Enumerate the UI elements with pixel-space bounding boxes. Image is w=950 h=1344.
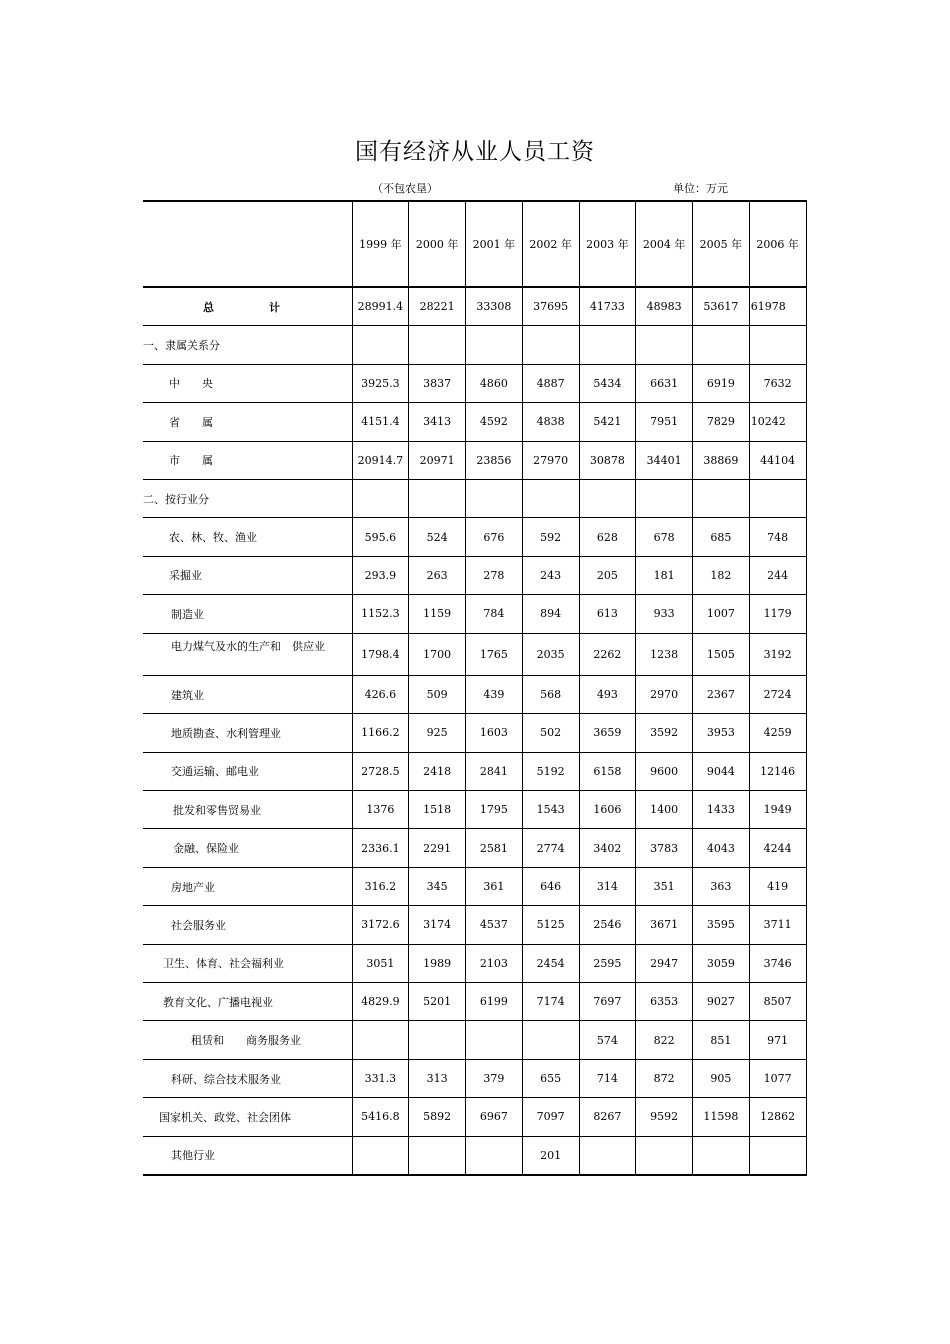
value-cell: 1179	[749, 595, 806, 633]
header-blank-cell	[143, 201, 352, 287]
value-cell: 748	[749, 518, 806, 556]
row-label: 总 计	[143, 287, 352, 326]
value-cell: 9600	[636, 752, 693, 790]
value-cell: 9044	[693, 752, 750, 790]
value-cell: 361	[466, 867, 523, 905]
table-row	[143, 944, 806, 982]
value-cell: 2336.1	[352, 829, 409, 867]
row-label: 房地产业	[143, 867, 352, 905]
value-cell: 12862	[749, 1098, 806, 1136]
value-cell	[693, 479, 750, 517]
table-row	[143, 326, 806, 364]
value-cell: 28991.4	[352, 287, 409, 326]
value-cell: 1433	[693, 791, 750, 829]
scope-note: （不包农垦）	[372, 182, 438, 195]
value-cell: 894	[522, 595, 579, 633]
table-header-row	[143, 201, 806, 287]
table-row	[143, 479, 806, 517]
page-title: 国有经济从业人员工资	[355, 139, 595, 165]
value-cell: 2595	[579, 944, 636, 982]
value-cell: 685	[693, 518, 750, 556]
table-row	[143, 752, 806, 790]
value-cell: 10242	[749, 403, 806, 441]
value-cell: 2454	[522, 944, 579, 982]
value-cell: 7951	[636, 403, 693, 441]
table-row	[143, 287, 806, 326]
table-row	[143, 633, 806, 675]
year-header: 2003 年	[579, 201, 636, 287]
value-cell: 6158	[579, 752, 636, 790]
year-header: 1999 年	[352, 201, 409, 287]
value-cell: 379	[466, 1059, 523, 1097]
value-cell: 1376	[352, 791, 409, 829]
value-cell: 3783	[636, 829, 693, 867]
value-cell	[409, 326, 466, 364]
value-cell: 7097	[522, 1098, 579, 1136]
value-cell: 426.6	[352, 675, 409, 713]
value-cell: 1543	[522, 791, 579, 829]
row-label: 二、按行业分	[143, 479, 352, 517]
value-cell: 61978	[749, 287, 806, 326]
table-row	[143, 675, 806, 713]
value-cell: 822	[636, 1021, 693, 1059]
value-cell: 2970	[636, 675, 693, 713]
value-cell: 41733	[579, 287, 636, 326]
value-cell: 9592	[636, 1098, 693, 1136]
value-cell	[693, 1136, 750, 1175]
value-cell: 11598	[693, 1098, 750, 1136]
value-cell: 3059	[693, 944, 750, 982]
value-cell	[749, 326, 806, 364]
value-cell	[466, 326, 523, 364]
value-cell: 1505	[693, 633, 750, 675]
table-row	[143, 441, 806, 479]
table-row	[143, 791, 806, 829]
value-cell: 676	[466, 518, 523, 556]
year-header: 2006 年	[749, 201, 806, 287]
row-label: 其他行业	[143, 1136, 352, 1175]
value-cell: 20914.7	[352, 441, 409, 479]
value-cell: 655	[522, 1059, 579, 1097]
value-cell: 12146	[749, 752, 806, 790]
value-cell	[749, 479, 806, 517]
value-cell: 331.3	[352, 1059, 409, 1097]
value-cell: 872	[636, 1059, 693, 1097]
row-label: 地质勘查、水利管理业	[143, 714, 352, 752]
value-cell: 1238	[636, 633, 693, 675]
value-cell: 4244	[749, 829, 806, 867]
value-cell	[579, 1136, 636, 1175]
value-cell: 6199	[466, 983, 523, 1021]
row-label: 社会服务业	[143, 906, 352, 944]
value-cell: 1765	[466, 633, 523, 675]
value-cell: 3051	[352, 944, 409, 982]
row-label: 市 属	[143, 441, 352, 479]
table-row	[143, 595, 806, 633]
value-cell: 5416.8	[352, 1098, 409, 1136]
value-cell: 1152.3	[352, 595, 409, 633]
value-cell	[409, 479, 466, 517]
value-cell: 38869	[693, 441, 750, 479]
value-cell: 1603	[466, 714, 523, 752]
value-cell: 278	[466, 556, 523, 594]
value-cell: 2103	[466, 944, 523, 982]
value-cell: 243	[522, 556, 579, 594]
value-cell: 205	[579, 556, 636, 594]
value-cell: 4537	[466, 906, 523, 944]
value-cell: 28221	[409, 287, 466, 326]
value-cell: 3837	[409, 364, 466, 402]
value-cell: 2546	[579, 906, 636, 944]
value-cell: 574	[579, 1021, 636, 1059]
value-cell: 3659	[579, 714, 636, 752]
value-cell: 23856	[466, 441, 523, 479]
table-row	[143, 1059, 806, 1097]
value-cell: 5201	[409, 983, 466, 1021]
year-header: 2005 年	[693, 201, 750, 287]
value-cell: 1077	[749, 1059, 806, 1097]
value-cell: 3413	[409, 403, 466, 441]
year-header: 2000 年	[409, 201, 466, 287]
value-cell: 1798.4	[352, 633, 409, 675]
value-cell: 4259	[749, 714, 806, 752]
value-cell: 4151.4	[352, 403, 409, 441]
table-row	[143, 1098, 806, 1136]
value-cell: 8507	[749, 983, 806, 1021]
value-cell: 595.6	[352, 518, 409, 556]
value-cell: 2035	[522, 633, 579, 675]
value-cell: 7829	[693, 403, 750, 441]
row-label: 教育文化、广播电视业	[143, 983, 352, 1021]
table-row	[143, 829, 806, 867]
value-cell: 1007	[693, 595, 750, 633]
year-header: 2002 年	[522, 201, 579, 287]
value-cell: 4860	[466, 364, 523, 402]
value-cell: 646	[522, 867, 579, 905]
value-cell: 925	[409, 714, 466, 752]
value-cell: 6631	[636, 364, 693, 402]
table-row	[143, 906, 806, 944]
value-cell: 2262	[579, 633, 636, 675]
value-cell: 7174	[522, 983, 579, 1021]
value-cell: 592	[522, 518, 579, 556]
year-header: 2001 年	[466, 201, 523, 287]
row-label: 中 央	[143, 364, 352, 402]
value-cell: 4043	[693, 829, 750, 867]
table-row	[143, 403, 806, 441]
value-cell: 502	[522, 714, 579, 752]
value-cell: 8267	[579, 1098, 636, 1136]
value-cell: 4592	[466, 403, 523, 441]
table-row	[143, 714, 806, 752]
value-cell: 363	[693, 867, 750, 905]
value-cell: 37695	[522, 287, 579, 326]
value-cell: 201	[522, 1136, 579, 1175]
value-cell: 851	[693, 1021, 750, 1059]
value-cell: 48983	[636, 287, 693, 326]
value-cell: 345	[409, 867, 466, 905]
table-row	[143, 867, 806, 905]
row-label: 国家机关、政党、社会团体	[143, 1098, 352, 1136]
value-cell: 3192	[749, 633, 806, 675]
value-cell: 1159	[409, 595, 466, 633]
table-row	[143, 1021, 806, 1059]
value-cell	[352, 1136, 409, 1175]
value-cell: 181	[636, 556, 693, 594]
value-cell: 6353	[636, 983, 693, 1021]
value-cell: 4838	[522, 403, 579, 441]
value-cell: 3671	[636, 906, 693, 944]
value-cell: 439	[466, 675, 523, 713]
value-cell: 5892	[409, 1098, 466, 1136]
value-cell: 3172.6	[352, 906, 409, 944]
value-cell	[522, 479, 579, 517]
row-label: 农、林、牧、渔业	[143, 518, 352, 556]
value-cell: 3174	[409, 906, 466, 944]
value-cell	[636, 479, 693, 517]
value-cell: 419	[749, 867, 806, 905]
value-cell: 971	[749, 1021, 806, 1059]
value-cell	[522, 326, 579, 364]
value-cell: 5125	[522, 906, 579, 944]
value-cell: 5421	[579, 403, 636, 441]
value-cell: 2418	[409, 752, 466, 790]
value-cell: 2947	[636, 944, 693, 982]
value-cell: 44104	[749, 441, 806, 479]
value-cell: 3595	[693, 906, 750, 944]
row-label: 交通运输、邮电业	[143, 752, 352, 790]
value-cell: 3592	[636, 714, 693, 752]
value-cell: 6919	[693, 364, 750, 402]
value-cell	[352, 326, 409, 364]
row-label: 省 属	[143, 403, 352, 441]
value-cell: 678	[636, 518, 693, 556]
value-cell: 628	[579, 518, 636, 556]
value-cell: 2291	[409, 829, 466, 867]
value-cell: 2774	[522, 829, 579, 867]
value-cell: 524	[409, 518, 466, 556]
value-cell: 313	[409, 1059, 466, 1097]
value-cell	[466, 1136, 523, 1175]
row-label: 租赁和 商务服务业	[143, 1021, 352, 1059]
row-label: 科研、综合技术服务业	[143, 1059, 352, 1097]
value-cell: 182	[693, 556, 750, 594]
row-label: 一、隶属关系分	[143, 326, 352, 364]
value-cell: 3925.3	[352, 364, 409, 402]
value-cell: 244	[749, 556, 806, 594]
value-cell: 3746	[749, 944, 806, 982]
row-label: 建筑业	[143, 675, 352, 713]
value-cell: 293.9	[352, 556, 409, 594]
value-cell: 2724	[749, 675, 806, 713]
value-cell: 2367	[693, 675, 750, 713]
value-cell: 4829.9	[352, 983, 409, 1021]
value-cell: 2841	[466, 752, 523, 790]
value-cell: 1606	[579, 791, 636, 829]
table-row	[143, 556, 806, 594]
value-cell: 7697	[579, 983, 636, 1021]
value-cell: 1949	[749, 791, 806, 829]
value-cell: 34401	[636, 441, 693, 479]
value-cell: 53617	[693, 287, 750, 326]
value-cell: 2581	[466, 829, 523, 867]
value-cell: 7632	[749, 364, 806, 402]
value-cell: 1518	[409, 791, 466, 829]
value-cell: 33308	[466, 287, 523, 326]
value-cell: 1795	[466, 791, 523, 829]
value-cell	[466, 1021, 523, 1059]
wage-table	[143, 200, 807, 1176]
value-cell: 1989	[409, 944, 466, 982]
value-cell: 314	[579, 867, 636, 905]
value-cell	[352, 479, 409, 517]
value-cell: 263	[409, 556, 466, 594]
value-cell: 509	[409, 675, 466, 713]
value-cell: 2728.5	[352, 752, 409, 790]
table-row	[143, 983, 806, 1021]
row-label: 卫生、体育、社会福利业	[143, 944, 352, 982]
table-row	[143, 518, 806, 556]
value-cell: 1400	[636, 791, 693, 829]
value-cell: 568	[522, 675, 579, 713]
value-cell: 905	[693, 1059, 750, 1097]
value-cell: 5434	[579, 364, 636, 402]
value-cell: 9027	[693, 983, 750, 1021]
value-cell: 6967	[466, 1098, 523, 1136]
year-header: 2004 年	[636, 201, 693, 287]
value-cell	[579, 479, 636, 517]
value-cell: 714	[579, 1059, 636, 1097]
value-cell	[522, 1021, 579, 1059]
row-label: 采掘业	[143, 556, 352, 594]
value-cell	[579, 326, 636, 364]
value-cell: 1166.2	[352, 714, 409, 752]
value-cell: 933	[636, 595, 693, 633]
unit-note: 单位：万元	[673, 182, 728, 195]
value-cell: 613	[579, 595, 636, 633]
value-cell: 30878	[579, 441, 636, 479]
value-cell: 3402	[579, 829, 636, 867]
row-label: 电力煤气及水的生产和 供应业	[143, 633, 352, 675]
value-cell	[636, 1136, 693, 1175]
value-cell: 3711	[749, 906, 806, 944]
value-cell: 784	[466, 595, 523, 633]
value-cell: 316.2	[352, 867, 409, 905]
value-cell	[409, 1021, 466, 1059]
row-label: 制造业	[143, 595, 352, 633]
value-cell: 5192	[522, 752, 579, 790]
value-cell	[693, 326, 750, 364]
value-cell	[409, 1136, 466, 1175]
value-cell	[466, 479, 523, 517]
value-cell	[749, 1136, 806, 1175]
value-cell	[352, 1021, 409, 1059]
value-cell: 20971	[409, 441, 466, 479]
value-cell: 4887	[522, 364, 579, 402]
row-label: 批发和零售贸易业	[143, 791, 352, 829]
value-cell	[636, 326, 693, 364]
table-row	[143, 1136, 806, 1175]
table-row	[143, 364, 806, 402]
value-cell: 493	[579, 675, 636, 713]
value-cell: 3953	[693, 714, 750, 752]
value-cell: 1700	[409, 633, 466, 675]
row-label: 金融、保险业	[143, 829, 352, 867]
value-cell: 351	[636, 867, 693, 905]
value-cell: 27970	[522, 441, 579, 479]
